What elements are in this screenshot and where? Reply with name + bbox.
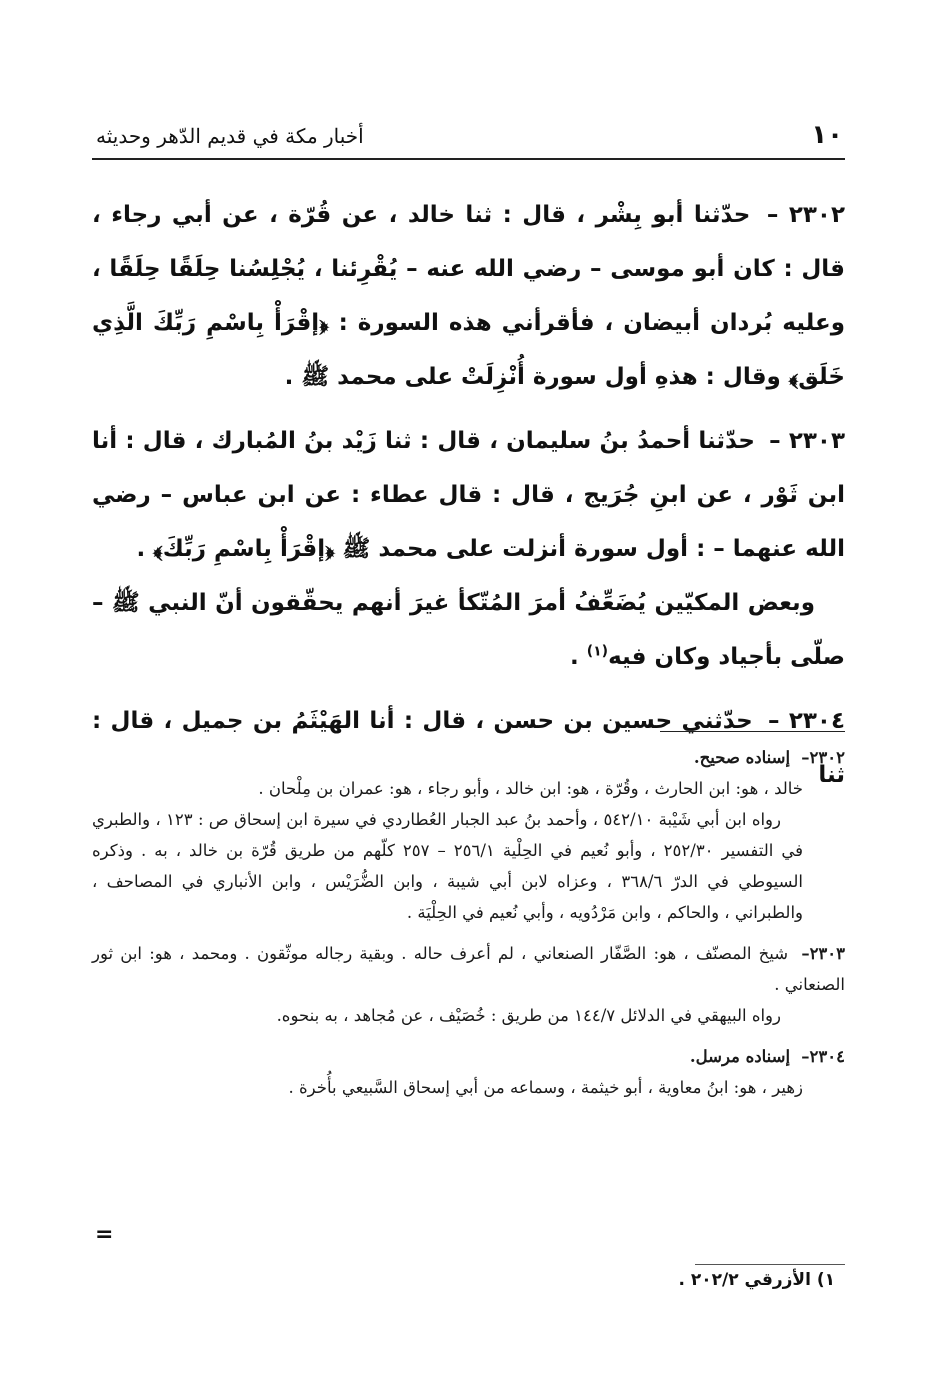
page-number: ١٠ [811, 120, 843, 150]
hadith-number: ٢٣٠٤ – [768, 708, 845, 734]
hadith-2302 [92, 188, 845, 404]
annotation-number: ٢٣٠٢– [801, 748, 845, 767]
annotation-text: رواه البيهقي في الدلائل ١٤٤/٧ من طريق : خُصَيْف ، عن مُجاهد ، به بنحوه. [276, 1006, 781, 1025]
annotation-head: إسناده مرسل. [689, 1047, 791, 1066]
continued-mark: = [95, 1222, 114, 1247]
hadith-text: حدّثنا أحمدُ بنُ سليمان ، قال : ثنا زَيْد بنُ المُبارك ، قال : أنا ابن ثَوْر ، عن ابنِ جُرَيج ، قال : قال عطاء : عن ابن عباس – رضي الله عنهما – : أول سورة أنزلت على محمد ﷺ ﴿إقْرَأْ بِاسْمِ رَبِّكَ﴾ . [92, 428, 845, 562]
running-title: أخبار مكة في قديم الدّهر وحديثه [96, 124, 364, 148]
commentary-text: وبعض المكيّين يُضَعِّفُ أمرَ المُتّكأ غيرَ أنهم يحقّقون أنّ النبي ﷺ – صلّى بأجياد وكان فيه [92, 590, 845, 670]
hadith-text: حدّثني حسين بن حسن ، قال : أنا الهَيْثَمُ بن جميل ، قال : ثنا [92, 708, 845, 788]
annotation-head: إسناده صحيح. [693, 748, 791, 767]
main-text [92, 188, 845, 812]
hadith-2303 [92, 414, 845, 576]
annotation-heading [92, 1041, 845, 1072]
annotation-text: زهير ، هو: ابنُ معاوية ، أبو خيثمة ، وسماعه من أبي إسحاق السَّبيعي بأُخرة . [288, 1078, 803, 1097]
annotation-2302 [92, 742, 845, 928]
endnote-rule [695, 1264, 845, 1265]
annotation-text: خالد ، هو: ابن الحارث ، وقُرّة ، هو: ابن خالد ، وأبو رجاء ، هو: عمران بن مِلْحان . [258, 779, 803, 798]
annotation-text: شيخ المصنّف ، هو: الصَّفّار الصنعاني ، لم أعرف حاله . وبقية رجاله موثّقون . ومحمد ، هو: ابن ثور الصنعاني . [92, 944, 845, 994]
endnote: ١) الأزرقي ٢٠٢/٢ . [678, 1270, 835, 1290]
footnote-reference[interactable]: (١) [586, 643, 609, 660]
annotation-heading [92, 938, 845, 1000]
annotation-number: ٢٣٠٤– [801, 1047, 845, 1066]
hadith-number: ٢٣٠٢ – [766, 202, 845, 228]
notes-divider [660, 731, 845, 732]
annotations [92, 742, 845, 1113]
commentary-paragraph [92, 576, 845, 684]
hadith-number: ٢٣٠٣ – [769, 428, 845, 454]
page-header [92, 118, 845, 160]
annotation-number: ٢٣٠٣– [801, 944, 846, 963]
annotation-heading [92, 742, 845, 773]
commentary-end: . [569, 644, 587, 670]
annotation-text: رواه ابن أبي شَيْبة ٥٤٢/١٠ ، وأحمد بنُ عبد الجبار العُطاردي في سيرة ابن إسحاق ص : ١٢٣ ، والطبري في التفسير ٢٥٢/٣٠ ، وأبو نُعيم في الحِلْية ٢٥٦/١ – ٢٥٧ كلّهم من طريق قُرّة بن خالد ، به . وذكره السيوطي في الدرّ ٣٦٨/٦ ، وعزاه لابن أبي شيبة ، وابن الضُّرَيْس ، وابن الأنباري في المصاحف ، والطبراني ، والحاكم ، وابن مَرْدُويه ، وأبي نُعيم في الحِلْيَة . [92, 810, 803, 922]
annotation-2304 [92, 1041, 845, 1103]
annotation-2303 [92, 938, 845, 1031]
hadith-text: حدّثنا أبو بِشْر ، قال : ثنا خالد ، عن قُرّة ، عن أبي رجاء ، قال : كان أبو موسى – رضي الله عنه – يُقْرِئنا ، يُجْلِسُنا حِلَقًا حِلَقًا ، وعليه بُردان أبيضان ، فأقرأني هذه السورة : ﴿إقْرَأْ بِاسْمِ رَبِّكَ الَّذِي خَلَق﴾ وقال : هذهِ أول سورة أُنْزِلَتْ على محمد ﷺ . [92, 202, 845, 390]
